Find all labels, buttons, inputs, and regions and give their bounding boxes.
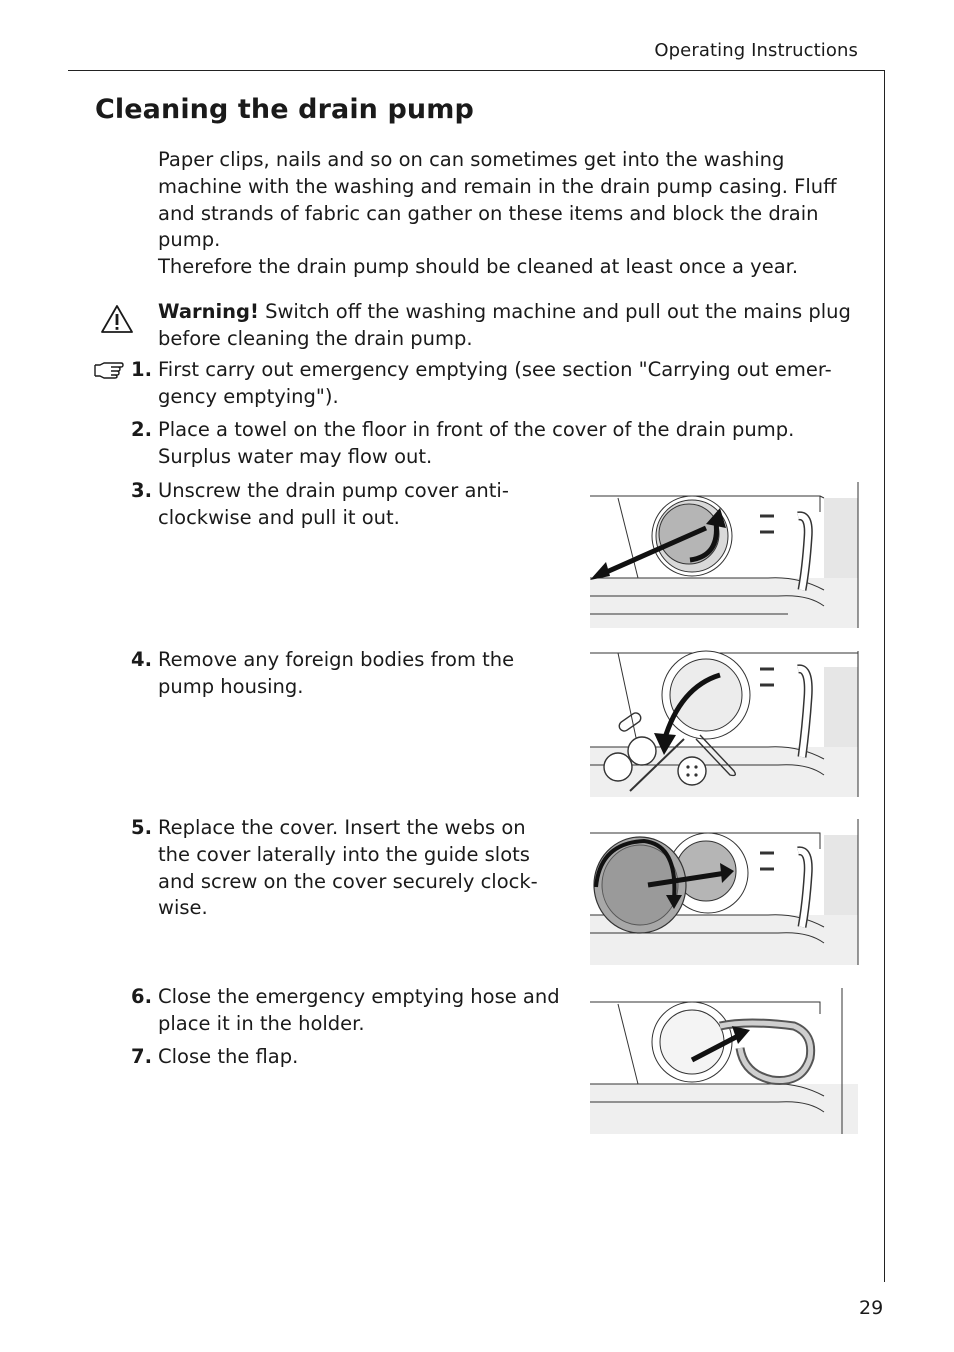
step-number: 5. bbox=[131, 816, 152, 839]
step-number: 2. bbox=[131, 418, 152, 441]
pointing-hand-icon bbox=[94, 361, 124, 383]
step-number: 1. bbox=[131, 358, 152, 381]
step-number: 4. bbox=[131, 648, 152, 671]
header-section-title: Operating Instructions bbox=[654, 40, 858, 61]
step-7-text: Close the flap. bbox=[158, 1045, 299, 1068]
intro-line: machine with the washing and remain in the drain pump casing. Fluff bbox=[158, 174, 837, 198]
intro-line: and strands of fabric can gather on these items and block the drain bbox=[158, 201, 819, 225]
intro-paragraph bbox=[158, 147, 858, 281]
step-number: 6. bbox=[131, 985, 152, 1008]
step-4-text: Remove any foreign bodies from the pump housing. bbox=[158, 648, 515, 698]
illustration-remove-foreign-bodies bbox=[588, 647, 860, 797]
step-number: 7. bbox=[131, 1045, 152, 1068]
illustration-close-hose bbox=[588, 984, 860, 1134]
illustration-replace-cover bbox=[588, 815, 860, 965]
warning-paragraph bbox=[158, 299, 858, 353]
step-2-text: Place a towel on the floor in front of the cover of the drain pump. Surplus water may flow out. bbox=[158, 418, 795, 468]
illustration-unscrew-cover bbox=[588, 478, 860, 628]
intro-line: Therefore the drain pump should be cleaned at least once a year. bbox=[158, 255, 799, 279]
margin-rule bbox=[884, 70, 885, 1282]
warning-text: before cleaning the drain pump. bbox=[158, 326, 473, 350]
header-rule bbox=[68, 70, 885, 71]
warning-triangle-icon bbox=[100, 304, 134, 338]
step-1-text: First carry out emergency emptying (see section "Carrying out emer- gency emptying"). bbox=[158, 358, 832, 408]
intro-line: Paper clips, nails and so on can sometimes get into the washing bbox=[158, 148, 785, 171]
step-6-text: Close the emergency emptying hose and place it in the holder. bbox=[158, 985, 560, 1035]
step-5-text: Replace the cover. Insert the webs on the cover laterally into the guide slots and screw on the cover securely clock- wise. bbox=[158, 816, 538, 920]
warning-text: Switch off the washing machine and pull out the mains plug bbox=[258, 300, 851, 323]
page-number: 29 bbox=[859, 1297, 884, 1319]
step-3-text: Unscrew the drain pump cover anti- clockwise and pull it out. bbox=[158, 479, 509, 529]
intro-line: pump. bbox=[158, 228, 221, 252]
warning-label: Warning! bbox=[158, 300, 259, 323]
page-title: Cleaning the drain pump bbox=[95, 94, 474, 125]
step-number: 3. bbox=[131, 479, 152, 502]
